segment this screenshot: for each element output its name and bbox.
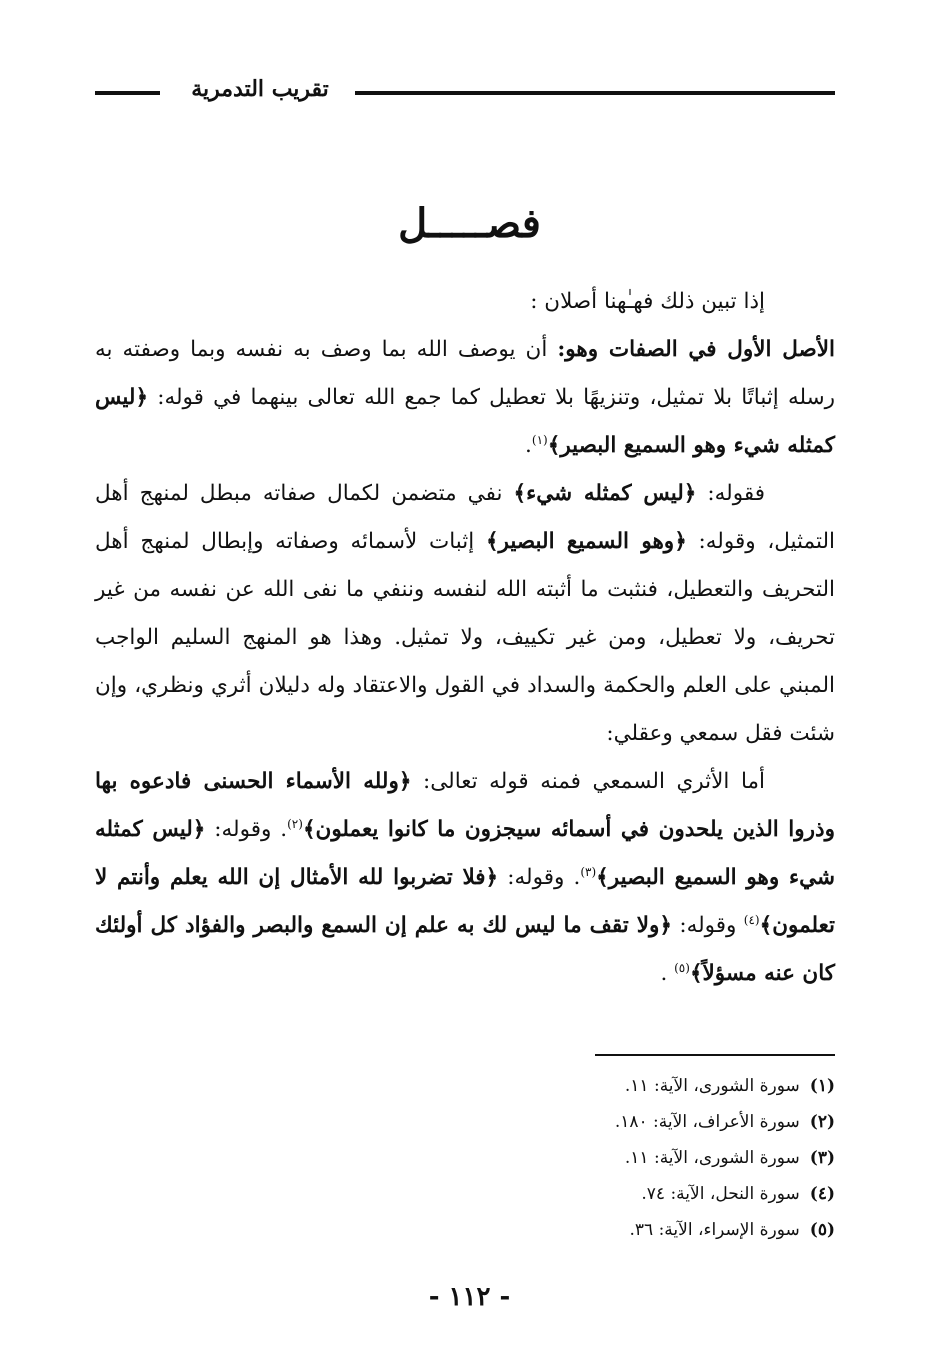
paragraph-3 — [95, 470, 835, 758]
paragraph-4 — [95, 758, 835, 998]
p3-text-a: فقوله: — [696, 481, 765, 506]
p3-text-b: نفي متضمن لكمال صفاته مبطل لمنهج أهل التمثيل، وقوله: — [95, 481, 835, 554]
footnote-number: (١) — [809, 1076, 835, 1096]
footnote-number: (٤) — [809, 1184, 835, 1204]
p4-text-e: . — [660, 961, 675, 986]
footnote-3 — [95, 1140, 835, 1176]
running-header — [95, 72, 835, 112]
p2-bold-lead: الأصل الأول في الصفات وهو: — [557, 337, 835, 362]
p4-quran-quote-2: ﴿ليس كمثله شيء وهو السميع البصير﴾ — [95, 817, 836, 890]
footnote-text: سورة الإسراء، الآية: ٣٦. — [629, 1220, 800, 1240]
section-title: فصـــــل — [398, 200, 541, 247]
footnote-ref-5[interactable]: (٥) — [674, 960, 690, 975]
footnote-text: سورة الشورى، الآية: ١١. — [624, 1076, 800, 1096]
p2-text: أن يوصف الله بما وصف به نفسه وبما وصفته به رسله إثباتًا بلا تمثيل، وتنزيهًا بلا تعطيل كما جمع الله تعالى بينهما في قوله: — [95, 337, 835, 410]
p4-quran-quote-1: ﴿ولله الأسماء الحسنى فادعوه بها وذروا الذين يلحدون في أسمائه سيجزون ما كانوا يعملون﴾ — [95, 769, 835, 842]
footnote-text: سورة الشورى، الآية: ١١. — [624, 1148, 800, 1168]
p4-text-c: . وقوله: — [498, 865, 581, 890]
page-number: - ١١٢ - — [428, 1282, 511, 1312]
footnote-ref-4[interactable]: (٤) — [743, 912, 760, 927]
footnote-text: سورة النحل، الآية: ٧٤. — [641, 1184, 800, 1204]
p4-quran-quote-4: ﴿ولا تقف ما ليس لك به علم إن السمع والبصر والفؤاد كل أولئك كان عنه مسؤلاً﴾ — [95, 913, 835, 986]
footnote-1 — [95, 1068, 835, 1104]
footnote-separator — [595, 1054, 835, 1056]
footnotes — [95, 1068, 835, 1248]
paragraph-2 — [95, 326, 835, 470]
header-rule-long — [355, 91, 835, 95]
paragraph-1 — [95, 278, 835, 326]
header-title: تقريب التدمرية — [191, 76, 329, 102]
header-rule-short — [95, 91, 160, 95]
p1-text: إذا تبين ذلك فهـٰهنا أصلان : — [530, 289, 765, 314]
p3-quran-quote-2: ﴿وهو السميع البصير﴾ — [485, 529, 687, 554]
p2-quran-quote: ﴿ليس كمثله شيء وهو السميع البصير﴾ — [95, 385, 835, 458]
p4-text-b: . وقوله: — [205, 817, 288, 842]
p4-text-d: وقوله: — [671, 913, 744, 938]
footnote-number: (٢) — [809, 1112, 835, 1132]
p3-text-c: إثبات لأسمائه وصفاته وإبطال لمنهج أهل التحريف والتعطيل، فنثبت ما أثبته الله لنفسه وننفي ما نفى الله عن نفسه من غير تحريف، ولا تعطيل، ومن غير تكييف، ولا تمثيل. وهذا هو المنهج السليم الواجب المبني على العلم والحكمة والسداد في القول والاعتقاد وله دليلان أثري ونظري، وإن شئت فقل سمعي وعقلي: — [95, 529, 835, 746]
main-text — [95, 278, 835, 998]
footnote-2 — [95, 1104, 835, 1140]
footnote-number: (٣) — [809, 1148, 835, 1168]
footnote-text: سورة الأعراف، الآية: ١٨٠. — [614, 1112, 800, 1132]
p2-end: . — [525, 433, 532, 458]
p3-quran-quote-1: ﴿ليس كمثله شيء﴾ — [513, 481, 697, 506]
footnote-ref-1[interactable]: (١) — [531, 432, 548, 447]
p4-quran-quote-3: ﴿فلا تضربوا لله الأمثال إن الله يعلم وأنتم لا تعلمون﴾ — [95, 865, 835, 938]
footnote-ref-2[interactable]: (٢) — [287, 816, 303, 831]
footnote-4 — [95, 1176, 835, 1212]
p4-text-a: أما الأثري السمعي فمنه قوله تعالى: — [411, 769, 765, 794]
footnote-ref-3[interactable]: (٣) — [580, 864, 597, 879]
footnote-number: (٥) — [809, 1220, 835, 1240]
footnote-5 — [95, 1212, 835, 1248]
